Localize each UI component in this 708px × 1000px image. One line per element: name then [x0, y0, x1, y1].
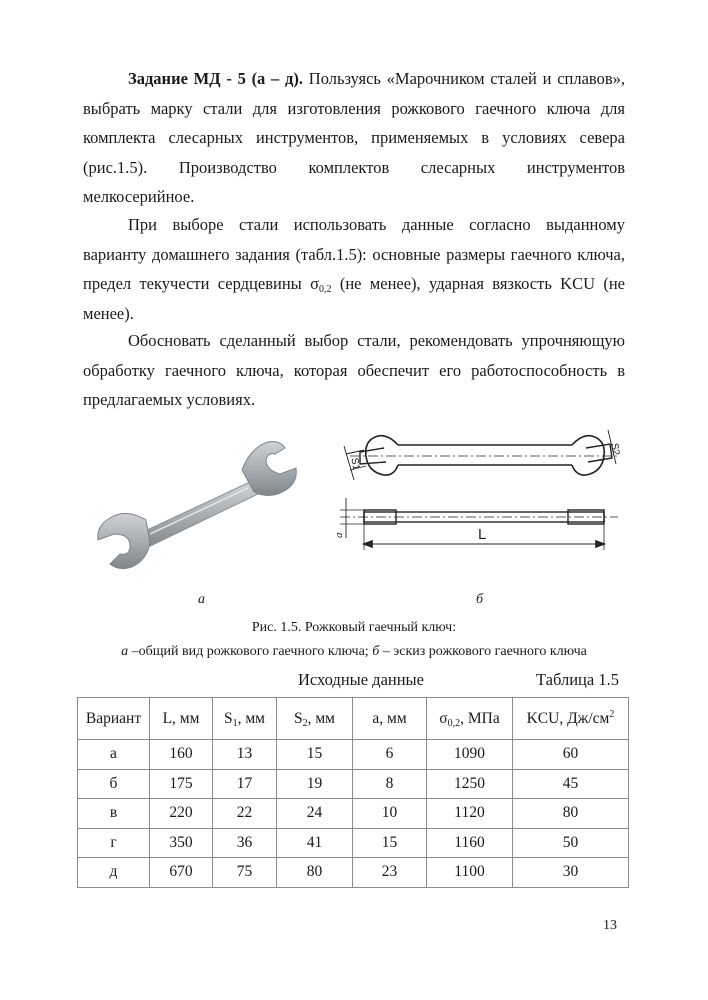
task-line: Задание МД - 5 (а – д). Пользуясь «Марочником сталей и сплавов»,	[128, 69, 625, 88]
figure-caption: Рис. 1.5. Рожковый гаечный ключ:	[251, 620, 457, 635]
header-L: L, мм	[150, 698, 213, 740]
header-s2: $S_2$, мм	[277, 698, 353, 740]
cell-sigma: 1090	[427, 740, 513, 770]
task-title: Задание МД - 5 (а – д).	[128, 69, 304, 88]
cell-sigma: 1100	[427, 858, 513, 888]
table-number: Таблица 1.5	[536, 670, 619, 689]
cell-L: 160	[150, 740, 213, 770]
cell-s2: 80	[277, 858, 353, 888]
cell-s2: 41	[277, 828, 353, 858]
wrench-photo-icon	[90, 430, 330, 580]
table-row	[78, 858, 629, 888]
task-line: варианту домашнего задания (табл.1.5): основные размеры гаечного ключа,	[83, 244, 625, 264]
cell-sigma: 1160	[427, 828, 513, 858]
task-paragraph-1	[83, 64, 625, 212]
table-row	[78, 799, 629, 829]
header-variant: Вариант	[78, 698, 150, 740]
cell-s1: 17	[213, 769, 277, 799]
cell-a: 15	[353, 828, 427, 858]
task-line: выбрать марку стали для изготовления рожкового гаечного ключа для	[83, 98, 625, 118]
cell-kcu: 80	[513, 799, 629, 829]
cell-a: 6	[353, 740, 427, 770]
header-kcu: KCU, $Дж/см^2$	[513, 698, 629, 740]
cell-kcu: 30	[513, 858, 629, 888]
task-line: комплекта слесарных инструментов, применяемых в условиях севера	[83, 128, 625, 147]
task-line: менее).	[83, 303, 134, 323]
task-line: предел текучести сердцевины $\sigma_{0,2}$ (не менее), ударная вязкость KCU (не	[83, 274, 626, 295]
cell-kcu: 45	[513, 769, 629, 799]
task-line: Обосновать сделанный выбор стали, рекомендовать упрочняющую	[128, 331, 625, 350]
figure-label-b: б	[476, 592, 484, 607]
task-line: (рис.1.5). Производство комплектов слесарных инструментов	[83, 157, 625, 177]
task-paragraph-3	[83, 326, 625, 415]
cell-s2: 19	[277, 769, 353, 799]
a-label: a	[333, 532, 345, 538]
table-row	[78, 769, 629, 799]
task-paragraph-2	[83, 210, 625, 328]
cell-s1: 22	[213, 799, 277, 829]
cell-variant: г	[78, 828, 150, 858]
cell-kcu: 50	[513, 828, 629, 858]
cell-s1: 13	[213, 740, 277, 770]
cell-variant: б	[78, 769, 150, 799]
table-title: Исходные данные	[298, 670, 424, 689]
cell-s1: 36	[213, 828, 277, 858]
cell-sigma: 1250	[427, 769, 513, 799]
s1-label: S1	[348, 457, 362, 471]
cell-variant: а	[78, 740, 150, 770]
cell-a: 8	[353, 769, 427, 799]
s2-label: S2	[608, 442, 620, 457]
L-label: L	[478, 526, 487, 543]
cell-a: 10	[353, 799, 427, 829]
cell-a: 23	[353, 858, 427, 888]
cell-s2: 24	[277, 799, 353, 829]
task-line: обработку гаечного ключа, которая обеспечит его работоспособность в	[83, 360, 625, 380]
figure-label-a: а	[198, 592, 205, 607]
cell-L: 175	[150, 769, 213, 799]
cell-variant: в	[78, 799, 150, 829]
cell-s2: 15	[277, 740, 353, 770]
data-table	[77, 697, 629, 888]
wrench-photo	[90, 430, 330, 580]
header-a: а, мм	[353, 698, 427, 740]
cell-sigma: 1120	[427, 799, 513, 829]
figure-caption-detail: а –общий вид рожкового гаечного ключа; б – эскиз рожкового гаечного ключа	[121, 644, 587, 659]
cell-s1: 75	[213, 858, 277, 888]
wrench-sketch-icon	[320, 420, 620, 570]
table-header-row	[78, 698, 629, 740]
page-number: 13	[603, 918, 617, 933]
cell-kcu: 60	[513, 740, 629, 770]
table-row	[78, 740, 629, 770]
task-line: При выборе стали использовать данные согласно выданному	[128, 215, 625, 234]
header-s1: $S_1$, мм	[213, 698, 277, 740]
table-row	[78, 828, 629, 858]
header-sigma: $\sigma_{0,2}$, МПа	[427, 698, 513, 740]
wrench-drawing	[320, 420, 620, 570]
task-line: мелкосерийное.	[83, 187, 195, 206]
task-line: предлагаемых условиях.	[83, 390, 256, 409]
cell-variant: д	[78, 858, 150, 888]
cell-L: 670	[150, 858, 213, 888]
cell-L: 220	[150, 799, 213, 829]
cell-L: 350	[150, 828, 213, 858]
